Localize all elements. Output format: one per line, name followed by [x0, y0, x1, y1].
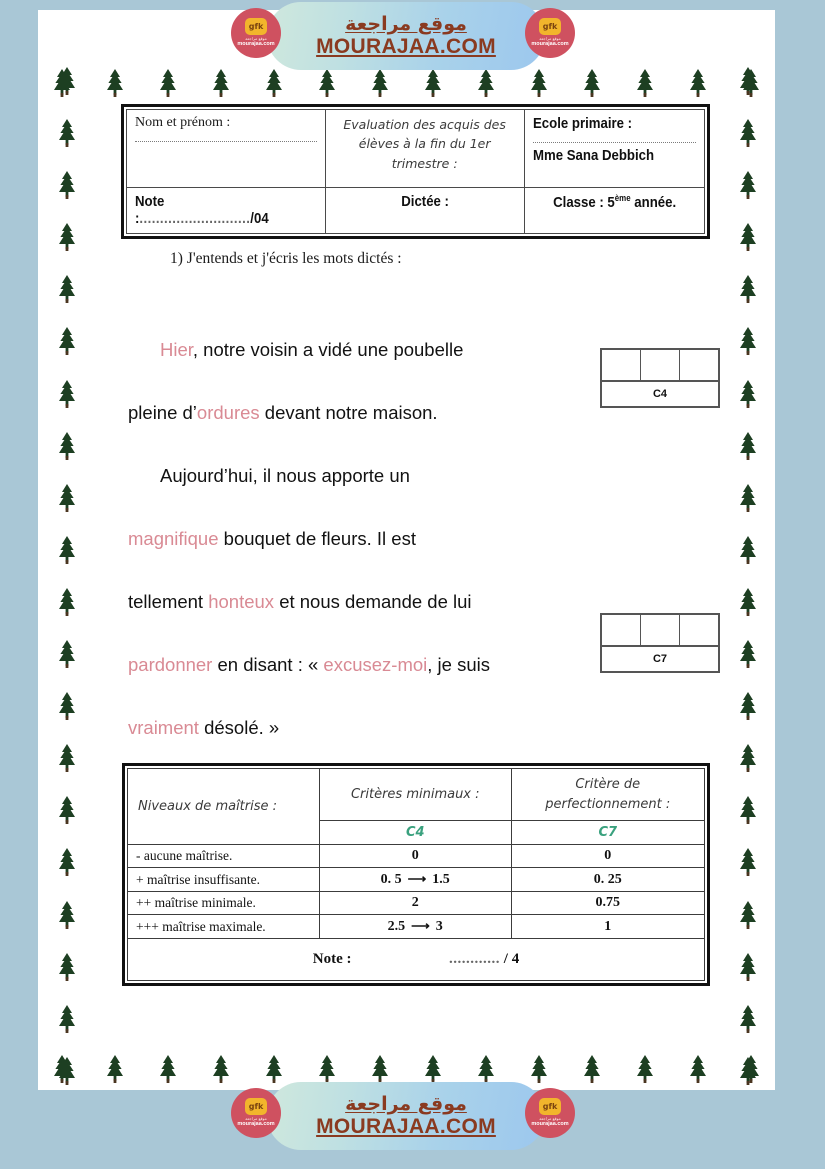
- dictation-line-1: [128, 318, 588, 381]
- criteria-cell: [602, 350, 641, 380]
- watermark-banner-bottom: [225, 1080, 585, 1152]
- dictation-target-word: vraiment: [128, 717, 199, 738]
- grid-cell-minimaux: 2: [319, 892, 511, 915]
- grid-note-max: / 4: [503, 951, 520, 967]
- dictation-plain-text: pleine d’: [128, 402, 197, 423]
- dictation-target-word: magnifique: [128, 528, 219, 549]
- grid-cell-perfectionnement: 0: [511, 845, 704, 868]
- logo-mark-icon: gfk: [539, 18, 561, 35]
- watermark-arabic: موقع مراجعة: [345, 12, 467, 35]
- grid-min-from: 0. 5: [380, 872, 402, 887]
- grid-cell-perfectionnement: 1: [511, 915, 704, 939]
- dictation-line-4: [128, 507, 588, 570]
- ecole-label: Ecole primaire :: [532, 115, 632, 132]
- cell-evaluation-title: [325, 110, 524, 188]
- grid-criteria-c4: C4: [319, 821, 511, 845]
- cell-dictee: [325, 188, 524, 234]
- criteria-box-c7: [600, 613, 720, 673]
- ecole-writeline: [533, 142, 696, 143]
- grid-header-minimaux: Critères minimaux :: [319, 769, 511, 821]
- dictation-line-2: [128, 381, 588, 444]
- watermark-banner-top: [225, 0, 585, 72]
- logo-site: mourajaa.com: [531, 1121, 569, 1128]
- dictation-plain-text: , notre voisin a vidé une poubelle: [192, 339, 464, 360]
- logo-mark-icon: gfk: [245, 1098, 267, 1115]
- criteria-box-cells: [602, 350, 718, 380]
- grid-header-row: [128, 769, 705, 821]
- question-1-text: 1) J'entends et j'écris les mots dictés :: [170, 250, 402, 267]
- dictation-target-word: ordures: [196, 402, 260, 423]
- criteria-cell: [641, 350, 680, 380]
- teacher-name: Mme Sana Debbich: [532, 147, 654, 164]
- cell-ecole: [524, 110, 704, 188]
- dictee-label: Dictée :: [400, 193, 449, 210]
- grid-cell-level: - aucune maîtrise.: [128, 845, 320, 868]
- dictation-line-3: [128, 444, 588, 507]
- dictation-plain-text: bouquet de fleurs. Il est: [218, 528, 416, 549]
- dictation-plain-text: en disant : «: [212, 654, 324, 675]
- logo-arabic: موقع مراجعة: [539, 36, 561, 42]
- grid-row: [128, 845, 705, 868]
- watermark-text: [267, 2, 545, 70]
- eval-line-1: Evaluation des acquis des: [343, 117, 506, 132]
- nom-prenom-label: Nom et prénom :: [135, 115, 231, 130]
- dictation-target-word: Hier: [160, 339, 193, 360]
- grid-cell-minimaux: [319, 915, 511, 939]
- dictation-plain-text: tellement: [128, 591, 209, 612]
- watermark-arabic: موقع مراجعة: [345, 1092, 467, 1115]
- grid-cell-minimaux: [319, 868, 511, 892]
- grid-cell-minimaux: 0: [319, 845, 511, 868]
- grid-note-footer: [128, 939, 705, 981]
- perf-line-1: Critère de: [575, 777, 641, 792]
- dictation-line-6: [128, 633, 588, 696]
- grid-row: [128, 915, 705, 939]
- dictation-plain-text: et nous demande de lui: [274, 591, 472, 612]
- dictation-target-word: pardonner: [128, 654, 213, 675]
- dictation-line-5: [128, 570, 588, 633]
- dictation-target-word: honteux: [208, 591, 275, 612]
- criteria-cell: [602, 615, 641, 645]
- logo-mark-icon: gfk: [539, 1098, 561, 1115]
- grid-cell-perfectionnement: 0. 25: [511, 868, 704, 892]
- criteria-cell: [680, 350, 718, 380]
- evaluation-grid: [127, 768, 705, 981]
- dictation-line-7: [128, 696, 588, 759]
- cell-nom-prenom: [127, 110, 326, 188]
- header-table-row-2: [127, 188, 705, 234]
- perf-line-2: perfectionnement :: [545, 796, 671, 812]
- dictation-text: [128, 318, 588, 759]
- note-label: Note :.........................../04: [135, 193, 269, 227]
- logo-arabic: موقع مراجعة: [245, 36, 267, 42]
- grid-cell-level: +++ maîtrise maximale.: [128, 915, 320, 939]
- logo-site: mourajaa.com: [237, 1121, 275, 1128]
- logo-site: mourajaa.com: [531, 41, 569, 48]
- grid-row: [128, 892, 705, 915]
- eval-line-3: trimestre :: [391, 155, 458, 171]
- watermark-site: MOURAJAA.COM: [316, 34, 496, 58]
- watermark-text: [267, 1082, 545, 1150]
- arrow-right-icon: ⟶: [407, 871, 427, 886]
- eval-line-2: élèves à la fin du 1er: [358, 136, 491, 152]
- brand-logo-icon: [525, 1088, 575, 1138]
- grid-header-perfectionnement: [511, 769, 704, 821]
- grid-min-to: 1.5: [432, 872, 450, 887]
- grid-min-to: 3: [435, 919, 443, 934]
- watermark-site: MOURAJAA.COM: [316, 1114, 496, 1138]
- criteria-cell: [680, 615, 718, 645]
- cell-note: [127, 188, 326, 234]
- grid-min-from: 2.5: [387, 919, 406, 934]
- logo-site: mourajaa.com: [237, 41, 275, 48]
- logo-mark-icon: gfk: [245, 18, 267, 35]
- logo-arabic: موقع مراجعة: [539, 1116, 561, 1122]
- criteria-box-cells: [602, 615, 718, 645]
- criteria-box-label: C7: [602, 645, 718, 671]
- logo-arabic: موقع مراجعة: [245, 1116, 267, 1122]
- grid-cell-level: + maîtrise insuffisante.: [128, 868, 320, 892]
- cell-classe: [524, 188, 704, 234]
- brand-logo-icon: [231, 1088, 281, 1138]
- header-table-row-1: [127, 110, 705, 188]
- criteria-box-c4: [600, 348, 720, 408]
- dictation-plain-text: , je suis: [427, 654, 490, 675]
- grid-criteria-c7: C7: [511, 821, 704, 845]
- grid-cell-level: ++ maîtrise minimale.: [128, 892, 320, 915]
- header-table-wrapper: [121, 104, 710, 239]
- nom-prenom-writeline: [135, 141, 317, 142]
- grid-footer-row: [128, 939, 705, 981]
- header-table-border: [121, 104, 710, 239]
- dictation-target-word: excusez-moi: [323, 654, 428, 675]
- arrow-right-icon: ⟶: [411, 918, 430, 933]
- grid-cell-perfectionnement: 0.75: [511, 892, 704, 915]
- brand-logo-icon: [231, 8, 281, 58]
- grid-note-label: Note :: [312, 951, 352, 967]
- header-table: [126, 109, 705, 234]
- grid-row: [128, 868, 705, 892]
- classe-label: Classe : 5ème année.: [552, 193, 676, 211]
- grid-note-dots: ............: [449, 951, 501, 967]
- evaluation-grid-wrapper: [122, 763, 710, 986]
- grid-header-niveaux: Niveaux de maîtrise :: [128, 769, 320, 845]
- grid-body: [128, 845, 705, 939]
- brand-logo-icon: [525, 8, 575, 58]
- criteria-cell: [641, 615, 680, 645]
- dictation-plain-text: désolé. »: [198, 717, 280, 738]
- dictation-plain-text: devant notre maison.: [259, 402, 438, 423]
- dictation-plain-text: Aujourd’hui, il nous apporte un: [160, 465, 410, 486]
- criteria-box-label: C4: [602, 380, 718, 406]
